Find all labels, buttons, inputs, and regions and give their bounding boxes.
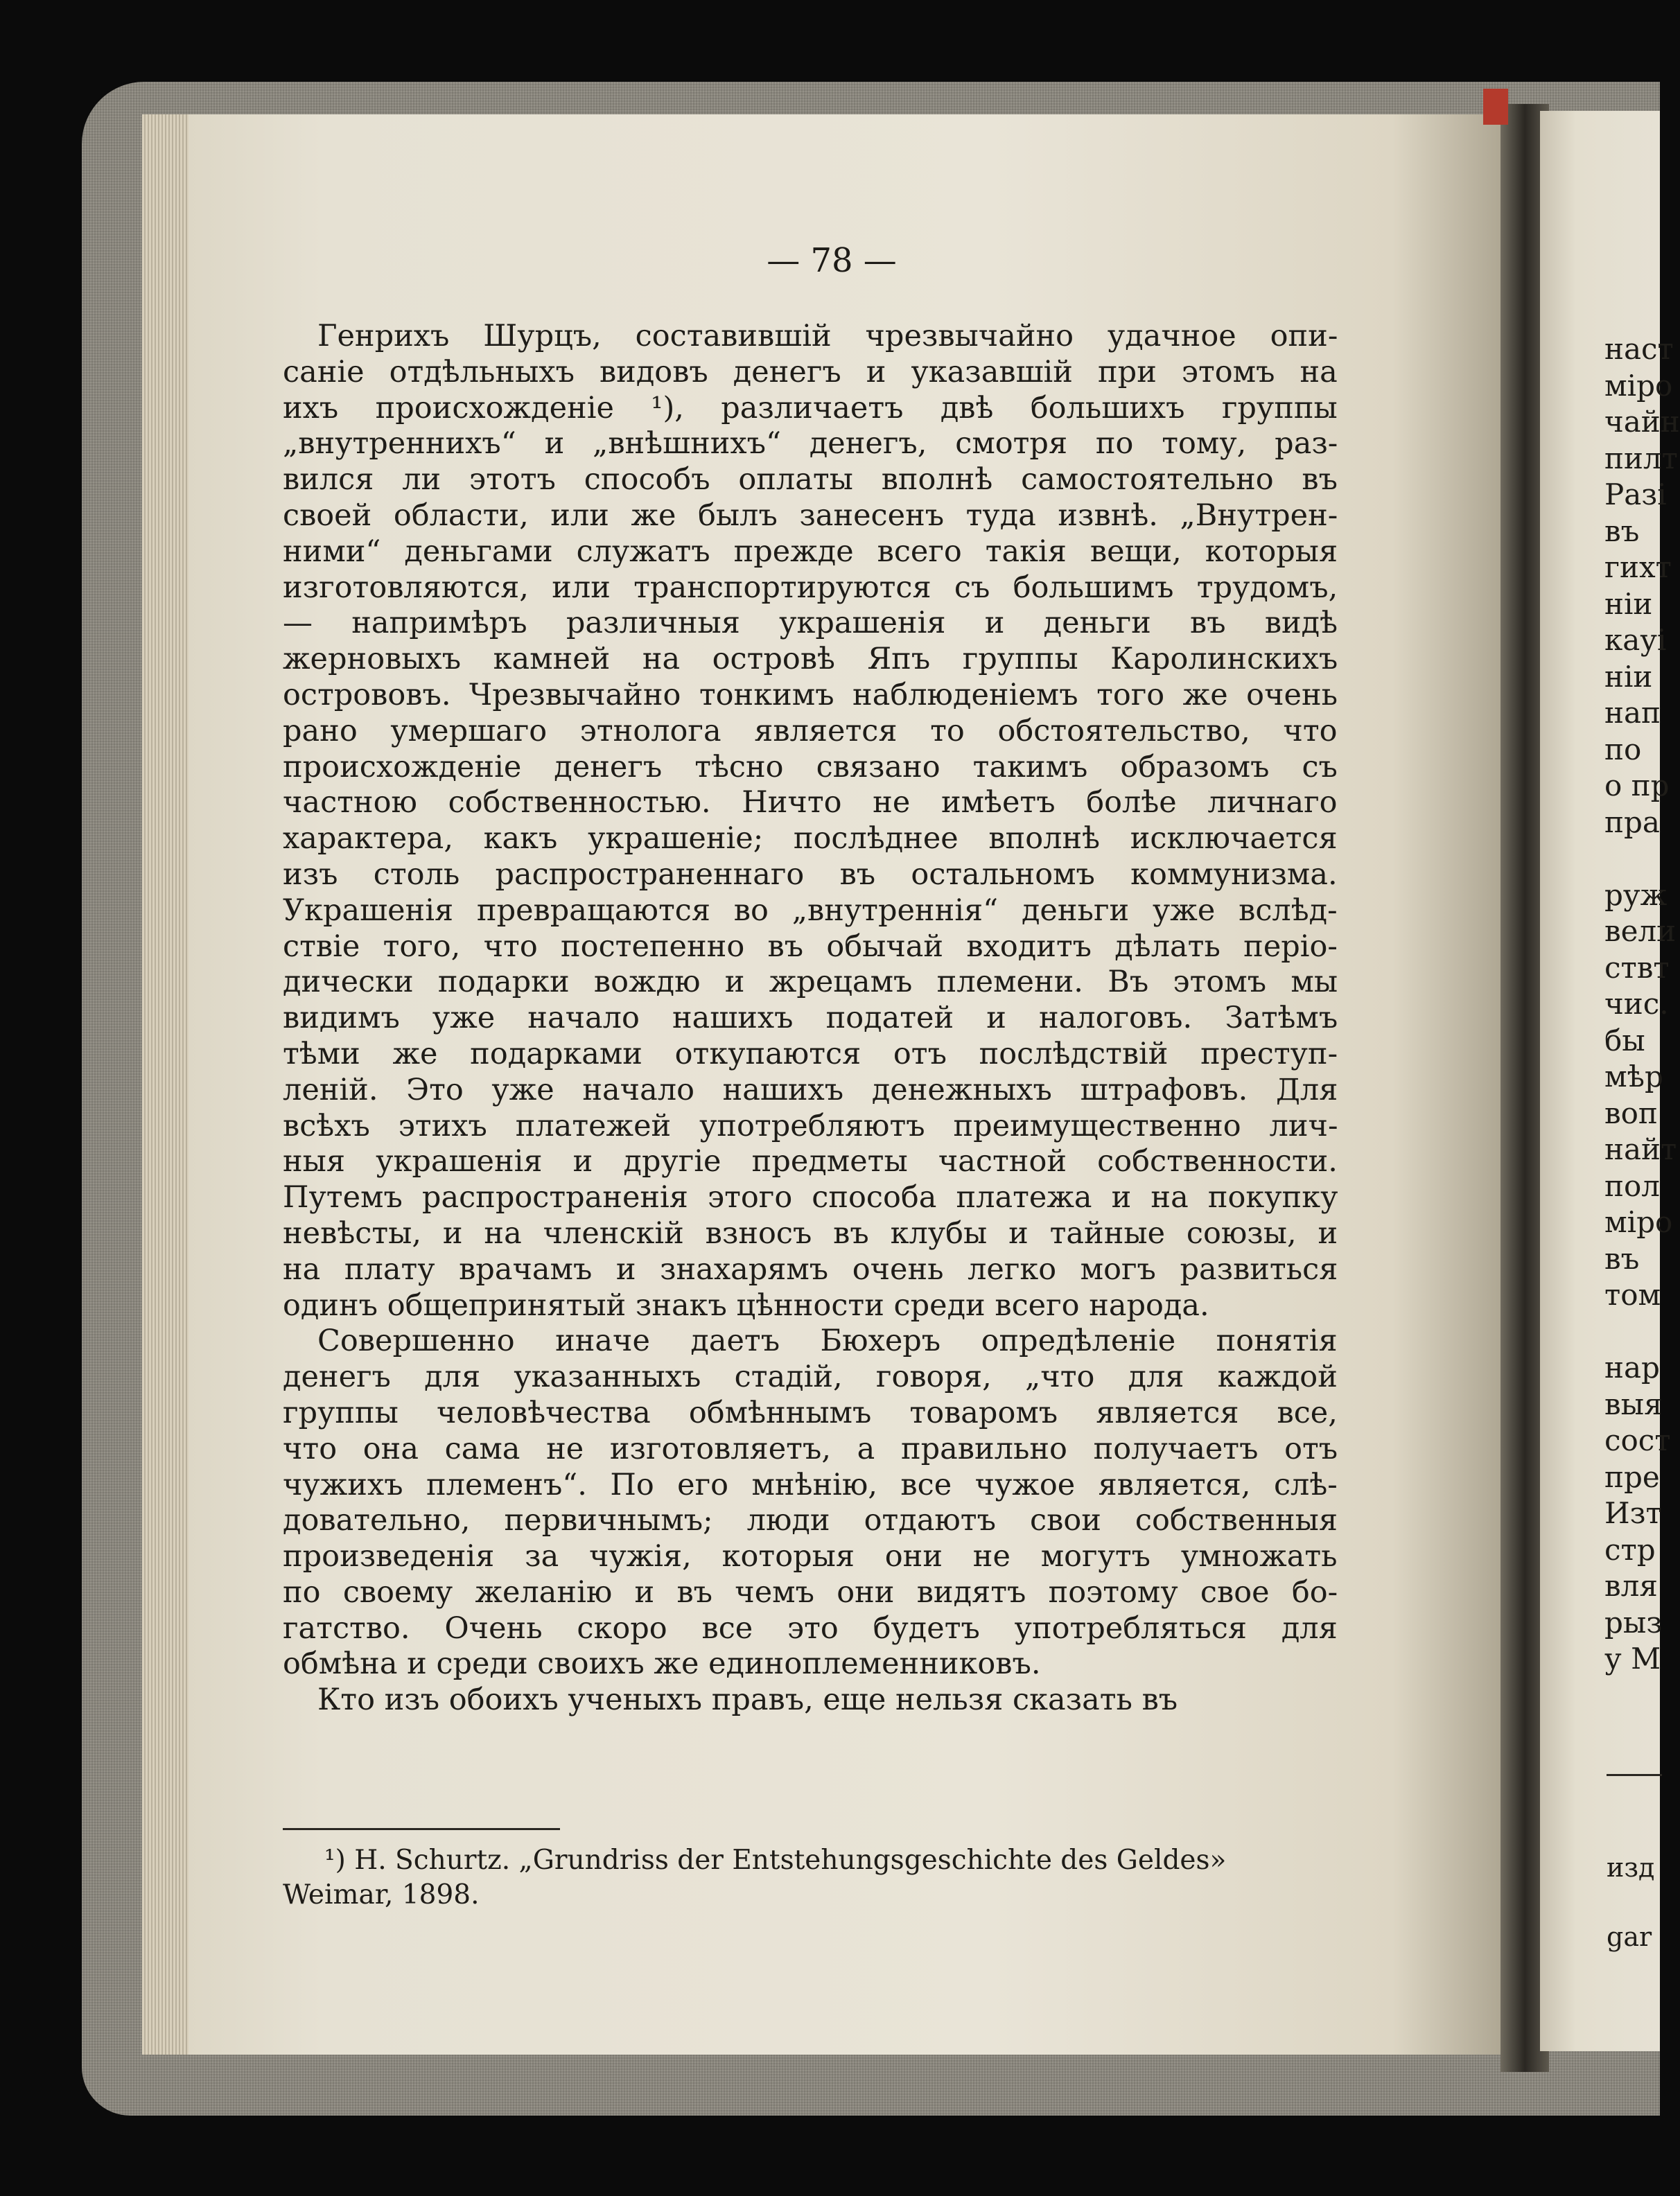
right-text-fragment: вели: [1604, 914, 1677, 948]
text-line: саніе отдѣльныхъ видовъ денегъ и указавшій при этомъ на: [283, 354, 1338, 389]
right-text-fragment: пилт: [1604, 441, 1678, 475]
right-text-fragment: руж: [1604, 877, 1668, 912]
right-text-fragment: міро: [1604, 368, 1673, 403]
text-line: ныя украшенія и другіе предметы частной собственности.: [283, 1144, 1338, 1179]
text-line: группы человѣчества обмѣннымъ товаромъ является все,: [283, 1395, 1338, 1430]
right-text-fragment: Изт: [1604, 1496, 1662, 1530]
page-number: — 78 —: [767, 241, 897, 280]
text-line: видимъ уже начало нашихъ податей и налоговъ. Затѣмъ: [283, 1001, 1338, 1036]
right-text-fragment: рыз: [1604, 1605, 1663, 1640]
right-text-fragment: бы: [1604, 1023, 1645, 1057]
right-text-fragment: Разі: [1604, 477, 1667, 511]
right-text-fragment: пре: [1604, 1459, 1660, 1494]
text-line: происхожденіе денегъ тѣсно связано такимъ образомъ съ: [283, 749, 1338, 784]
text-line: — напримѣръ различныя украшенія и деньги въ видѣ: [283, 606, 1338, 641]
text-line: дически подарки вождю и жрецамъ племени. Въ этомъ мы: [283, 965, 1338, 1000]
right-text-fragment: мѣр: [1604, 1060, 1663, 1093]
text-line: невѣсты, и на членскій взносъ въ клубы и тайные союзы, и: [283, 1215, 1338, 1251]
right-text-fragment: пол: [1604, 1168, 1660, 1203]
right-text-fragment: том: [1604, 1278, 1661, 1312]
text-line: „внутреннихъ“ и „внѣшнихъ“ денегъ, смотря по тому, раз-: [283, 426, 1338, 462]
text-line: всѣхъ этихъ платежей употребляютъ преимущественно лич-: [283, 1108, 1338, 1143]
text-line: ними“ деньгами служатъ прежде всего такія вещи, которыя: [283, 534, 1338, 569]
text-line: изготовляются, или транспортируются съ большимъ трудомъ,: [283, 570, 1338, 605]
text-line: гатство. Очень скоро все это будетъ употребляться для: [283, 1610, 1338, 1646]
text-line: своей области, или же былъ занесенъ туда извнѣ. „Внутрен-: [283, 498, 1338, 533]
text-line: что она сама не изготовляетъ, а правильно получаетъ отъ: [283, 1431, 1338, 1466]
right-text-fragment: кауі: [1604, 623, 1667, 657]
right-page-text: [1604, 331, 1680, 1678]
text-line: ствіе того, что постепенно въ обычай входитъ дѣлать періо-: [283, 929, 1338, 964]
text-line: Украшенія превращаются во „внутреннія“ деньги уже вслѣд-: [283, 893, 1338, 928]
text-line: чужихъ племенъ“. По его мнѣнію, все чужое является, слѣ-: [283, 1467, 1338, 1502]
text-line: одинъ общепринятый знакъ цѣнности среди всего народа.: [283, 1288, 1209, 1323]
right-page-footnote: [1607, 1833, 1654, 1971]
text-line: изъ столь распространеннаго въ остальномъ коммунизма.: [283, 857, 1338, 892]
page-edges: [142, 114, 191, 2055]
right-text-fragment: нар: [1604, 1351, 1660, 1385]
right-text-fragment: по: [1604, 732, 1642, 766]
right-text-fragment: найт: [1604, 1132, 1677, 1166]
right-text-fragment: ніи: [1604, 659, 1653, 694]
text-line: обмѣна и среди своихъ же единоплеменниковъ.: [283, 1646, 1041, 1682]
right-text-fragment: [1604, 1314, 1680, 1351]
footnote-line: Weimar, 1898.: [283, 1879, 480, 1910]
text-line: денегъ для указанныхъ стадій, говоря, „что для каждой: [283, 1360, 1338, 1395]
footnote-line: ¹) H. Schurtz. „Grundriss der Entstehungsgeschichte des Geldes»: [324, 1845, 1227, 1876]
footnote-rule: [283, 1828, 560, 1830]
body-text: [283, 319, 1338, 1719]
right-text-fragment: чис.: [1604, 987, 1669, 1021]
text-line: по своему желанію и въ чемъ они видятъ поэтому свое бо-: [283, 1574, 1338, 1610]
right-text-fragment: сост: [1604, 1423, 1671, 1457]
right-text-fragment: въ: [1604, 513, 1640, 548]
right-text-fragment: [1604, 841, 1680, 877]
right-text-fragment: чайн: [1604, 405, 1680, 439]
bookmark-ribbon: [1483, 89, 1508, 125]
right-text-fragment: нап: [1604, 696, 1661, 730]
right-text-fragment: воп: [1604, 1096, 1658, 1130]
text-line: Генрихъ Шурцъ, составившій чрезвычайно удачное опи-: [317, 319, 1338, 353]
right-text-fragment: стр: [1604, 1532, 1656, 1567]
right-text-fragment: гихт: [1604, 550, 1672, 584]
right-text-fragment: выя: [1604, 1387, 1663, 1421]
right-text-fragment: пра: [1604, 805, 1660, 839]
text-line: рано умершаго этнолога является то обстоятельство, что: [283, 713, 1338, 748]
text-line: довательно, первичнымъ; люди отдаютъ свои собственныя: [283, 1503, 1338, 1538]
text-line: произведенія за чужія, которыя они не могутъ умножать: [283, 1539, 1338, 1574]
text-line: вился ли этотъ способъ оплаты вполнѣ самостоятельно въ: [283, 462, 1338, 498]
right-text-fragment: у М: [1604, 1642, 1661, 1676]
text-line: тѣми же подарками откупаются отъ послѣдствій преступ-: [283, 1036, 1338, 1071]
right-text-fragment: міро: [1604, 1205, 1673, 1239]
right-text-fragment: наст: [1604, 332, 1674, 366]
right-text-fragment: вля: [1604, 1569, 1658, 1603]
text-line: частною собственностью. Ничто не имѣетъ болѣе личнаго: [283, 785, 1338, 820]
text-line: жерновыхъ камней на островѣ Япъ группы Каролинскихъ: [283, 642, 1338, 677]
right-footnote-fragment: изд: [1607, 1852, 1655, 1883]
text-line: острововъ. Чрезвычайно тонкимъ наблюденіемъ того же очень: [283, 677, 1338, 712]
right-text-fragment: о пр: [1604, 768, 1670, 802]
text-line: Кто изъ обоихъ ученыхъ правъ, еще нельзя сказать въ: [317, 1683, 1178, 1718]
right-text-fragment: въ: [1604, 1241, 1640, 1276]
text-line: на плату врачамъ и знахарямъ очень легко могъ развиться: [283, 1251, 1338, 1287]
footnote: [283, 1843, 1343, 1913]
right-footnote-fragment: gar: [1607, 1922, 1652, 1952]
text-line: ихъ происхожденіе ¹), различаетъ двѣ большихъ группы: [283, 390, 1338, 425]
right-text-fragment: ніи: [1604, 586, 1653, 621]
right-footnote-rule: [1607, 1774, 1662, 1776]
text-line: характера, какъ украшеніе; послѣднее вполнѣ исключается: [283, 821, 1338, 857]
right-text-fragment: ствт: [1604, 950, 1670, 985]
text-line: Путемъ распространенія этого способа платежа и на покупку: [283, 1180, 1338, 1215]
text-line: Совершенно иначе даетъ Бюхеръ опредѣленіе понятія: [317, 1324, 1338, 1359]
text-line: леній. Это уже начало нашихъ денежныхъ штрафовъ. Для: [283, 1072, 1338, 1107]
